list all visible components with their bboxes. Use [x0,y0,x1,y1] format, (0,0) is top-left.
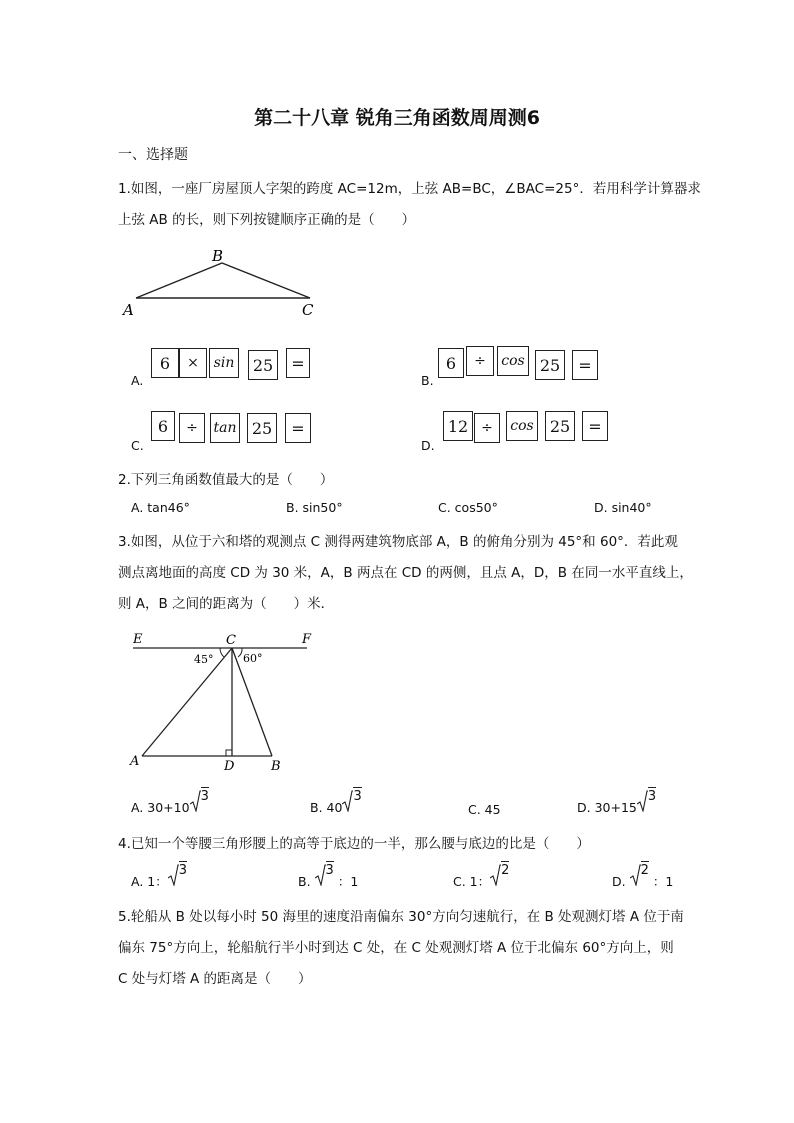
q3-angle-arc-60 [238,648,242,657]
q4-option-a-radicand: 3 [178,863,188,878]
q4-option-c-pre: C. 1： [453,874,491,889]
q3-option-a[interactable] [131,790,209,815]
q1-label-b: B [212,247,224,265]
q2-option-d[interactable]: D. sin40° [594,500,652,515]
q1-b-key-2: ÷ [466,346,494,376]
q1-d-key-2: ÷ [474,413,500,443]
q3-option-c-text: C. 45 [468,802,501,817]
q1-b-key-3: cos [497,346,529,376]
q4-option-b-post: ：1 [337,874,359,889]
sqrt-icon [168,864,187,886]
q1-c-key-3: tan [210,413,240,443]
sqrt-icon [490,864,509,886]
q1-a-key-1: 6 [151,348,179,378]
q3-option-a-text: A. 30+10 [131,800,190,815]
q5-line-1: 5.轮船从 B 处以每小时 50 海里的速度沿南偏东 30°方向匀速航行，在 B 处观测灯塔 A 位于南 [118,909,684,925]
q1-line-2: 上弦 AB 的长，则下列按键顺序正确的是（ ） [118,212,416,228]
q1-d-key-1: 12 [443,411,473,441]
page-title: 第二十八章 锐角三角函数周周测6 [254,107,540,129]
q2-option-a[interactable]: A. tan46° [131,500,190,515]
q1-option-d-letter[interactable]: D. [421,438,435,453]
q4-line-1: 4.已知一个等腰三角形腰上的高等于底边的一半，那么腰与底边的比是（ ） [118,836,590,852]
q3-option-d[interactable] [577,790,656,815]
q3-option-b-text: B. 40 [310,800,343,815]
q4-option-a-pre: A. 1： [131,874,168,889]
q1-c-key-4: 25 [247,413,277,443]
q1-a-key-3: sin [209,348,239,378]
q3-option-b[interactable] [310,790,362,815]
q1-line-1: 1.如图，一座厂房屋顶人字架的跨度 AC=12m，上弦 AB=BC，∠BAC=25°．若用科学计算器求 [118,181,701,197]
q3-line-1: 3.如图，从位于六和塔的观测点 C 测得两建筑物底部 A，B 的俯角分别为 45°和 60°．若此观 [118,534,678,550]
q5-line-2: 偏东 75°方向上，轮船航行半小时到达 C 处，在 C 处观测灯塔 A 位于北偏东 60°方向上，则 [118,940,674,956]
q2-line-1: 2.下列三角函数值最大的是（ ） [118,472,334,488]
q3-label-a: A [130,754,140,769]
q3-label-e: E [133,632,143,647]
q5-line-3: C 处与灯塔 A 的距离是（ ） [118,971,312,987]
q4-option-d-pre: D. [612,874,630,889]
q4-option-d-post: ：1 [652,874,674,889]
q3-option-c[interactable] [468,802,501,817]
q3-label-45: 45° [194,653,214,666]
q1-a-key-2: × [179,348,207,378]
q2-option-b[interactable]: B. sin50° [286,500,343,515]
q1-triangle-figure [118,240,328,322]
q1-c-key-1: 6 [151,411,175,441]
q1-d-key-4: 25 [545,411,575,441]
q4-option-d-radicand: 2 [640,863,649,878]
sqrt-icon [342,790,361,812]
q3-option-d-text: D. 30+15 [577,800,637,815]
q3-label-d: D [224,759,235,774]
q4-option-b-pre: B. [298,874,315,889]
q1-c-key-2: ÷ [179,413,205,443]
q3-label-f: F [302,632,312,647]
q3-line-3: 则 A，B 之间的距离为（ ）米． [118,596,335,612]
q4-option-c-radicand: 2 [501,863,510,878]
q1-d-key-3: cos [506,411,538,441]
q4-option-b-radicand: 3 [325,863,334,878]
q3-option-d-radicand: 3 [647,789,657,804]
q3-angle-figure [125,628,325,776]
section-heading: 一、选择题 [118,147,188,163]
sqrt-icon [630,864,649,886]
q1-a-key-4: 25 [248,350,278,380]
sqrt-icon [315,864,334,886]
sqrt-icon [637,790,656,812]
q1-b-key-5: = [572,350,598,380]
q3-label-60: 60° [243,652,263,665]
q3-option-b-radicand: 3 [353,789,362,804]
q1-d-key-5: = [582,411,608,441]
q1-option-b-letter[interactable]: B. [421,373,434,388]
q1-label-c: C [302,301,314,319]
q1-b-key-4: 25 [535,350,565,380]
q4-option-d[interactable] [612,864,673,890]
q3-angle-arc-45 [220,648,224,657]
sqrt-icon [190,790,209,812]
q4-option-a[interactable] [131,864,187,890]
q4-option-c[interactable] [453,864,509,890]
q3-line-2: 测点离地面的高度 CD 为 30 米，A，B 两点在 CD 的两侧，且点 A，D，B 在同一水平直线上， [118,565,693,581]
q1-c-key-5: = [285,413,311,443]
q1-option-a-letter[interactable]: A. [131,373,144,388]
q3-right-angle-mark [226,750,232,756]
q3-label-c: C [226,633,236,648]
q3-option-a-radicand: 3 [200,789,209,804]
q1-label-a: A [123,301,134,319]
q1-roof-sides [136,263,310,298]
q1-a-key-5: = [286,348,310,378]
q4-option-b[interactable] [298,864,358,890]
q1-b-key-1: 6 [438,348,464,378]
q3-label-b: B [271,759,281,774]
q2-option-c[interactable]: C. cos50° [438,500,498,515]
q1-option-c-letter[interactable]: C. [131,438,144,453]
q3-line-ca [142,648,232,756]
